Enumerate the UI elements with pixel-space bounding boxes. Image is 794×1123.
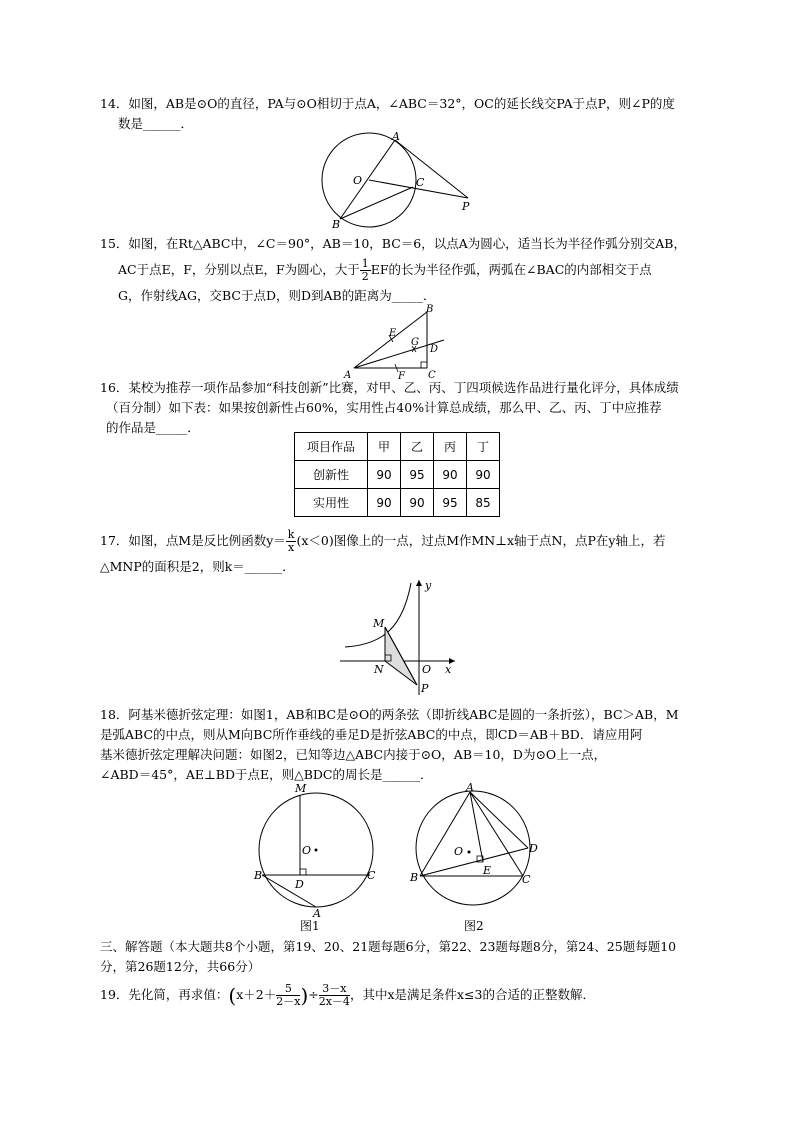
label-C: C — [416, 176, 425, 189]
label-C: C — [367, 869, 376, 882]
question-15 — [100, 231, 730, 309]
fraction-5-over: $\frac{5}{2-x}$ — [276, 982, 301, 1008]
label-O: O — [454, 845, 464, 858]
label-M: M — [373, 617, 385, 630]
section-3-line1: 三、解答题（本大题共8个小题，第19、20、21题每题6分，第22、23题每题8分，第24、25题每题10 — [100, 939, 677, 954]
label-F: F — [398, 371, 405, 382]
question-17-line1: 17．如图，点M是反比例函数y＝ $\frac{k}{x}$ (x＜0)图像上的一点，过点M作MN⊥x轴于点N，点P在y轴上，若 — [100, 528, 666, 554]
question-14-line1: 14．如图，AB是⊙O的直径，PA与⊙O相切于点A，∠ABC＝32°，OC的延长线交PA于点P，则∠P的度 — [100, 96, 675, 111]
figure-2-caption: 图2 — [464, 919, 484, 933]
question-15-line2: AC于点E，F，分别以点E，F为圆心，大于 $\frac{1}{2}$ EF的长为半径作弧，两弧在∠BAC的内部相交于点 — [118, 257, 652, 283]
question-19: 19．先化简，再求值：(x＋2＋ $\frac{5}{2-x}$ )÷ $\frac{3-x}{2x-4}$ ，其中x是满足条件x≤3的合适的正整数解． — [100, 982, 595, 1008]
label-E: E — [483, 864, 492, 877]
question-16-line1: 16．某校为推荐一项作品参加“科技创新”比赛，对甲、乙、丙、丁四项候选作品进行量化评分，具体成绩 — [100, 380, 679, 395]
table-row — [295, 489, 500, 517]
figure-1-caption: 图1 — [300, 919, 320, 933]
label-G: G — [411, 337, 419, 348]
label-B: B — [426, 304, 434, 315]
label-C: C — [428, 370, 436, 381]
score-table — [294, 432, 500, 517]
label-O: O — [302, 844, 312, 857]
label-O: O — [422, 663, 432, 676]
question-17-line2: △MNP的面积是2，则k＝______． — [100, 559, 295, 574]
question-16-line3: 的作品是_____． — [106, 420, 200, 435]
label-M: M — [295, 782, 307, 795]
table-cell: 90 — [401, 489, 434, 517]
label-A: A — [344, 370, 352, 381]
table-cell: 90 — [368, 489, 401, 517]
table-header-cell: 乙 — [401, 433, 434, 461]
label-N: N — [374, 663, 384, 676]
label-A: A — [392, 130, 400, 143]
fraction-half: $\frac{1}{2}$ — [361, 257, 369, 283]
question-14-line2: 数是______． — [118, 116, 194, 131]
label-O: O — [353, 174, 363, 187]
figure-q17 — [335, 575, 465, 700]
question-18-line2: 是弧ABC的中点，则从M向BC所作垂线的垂足D是折弦ABC的中点，即CD＝AB＋BD．请应用阿 — [100, 727, 643, 742]
fraction-k-over-x: $\frac{k}{x}$ — [287, 528, 295, 554]
label-D: D — [529, 842, 538, 855]
fraction-3-minus-x: $\frac{3-x}{2x-4}$ — [318, 982, 350, 1008]
label-D: D — [295, 878, 304, 891]
question-18-line1: 18．阿基米德折弦定理：如图1，AB和BC是⊙O的两条弦（即折线ABC是圆的一条折弦），BC＞AB，M — [100, 707, 679, 722]
table-cell: 90 — [368, 461, 401, 489]
label-B: B — [332, 218, 341, 231]
label-E: E — [389, 328, 397, 339]
table-cell: 95 — [401, 461, 434, 489]
label-D: D — [430, 344, 439, 355]
table-header-row — [295, 433, 500, 461]
table-cell: 90 — [467, 461, 500, 489]
question-16-line2: （百分制）如下表：如果按创新性占60%，实用性占40%计算总成绩，那么甲、乙、丙、丁中应推荐 — [106, 400, 662, 415]
label-P: P — [462, 200, 470, 213]
label-x: x — [445, 663, 452, 676]
table-cell: 创新性 — [295, 461, 368, 489]
question-16 — [100, 378, 730, 438]
label-B: B — [410, 871, 419, 884]
question-15-line3: G，作射线AG，交BC于点D，则D到AB的距离为_____． — [118, 288, 436, 303]
table-header-cell: 甲 — [368, 433, 401, 461]
table-cell: 85 — [467, 489, 500, 517]
table-header-cell: 项目作品 — [295, 433, 368, 461]
question-18-line3: 基米德折弦定理解决问题：如图2，已知等边△ABC内接于⊙O，AB＝10，D为⊙O上一点， — [100, 747, 607, 762]
figure-q14 — [310, 128, 500, 233]
label-A: A — [466, 781, 474, 794]
table-header-cell: 丁 — [467, 433, 500, 461]
label-P: P — [421, 682, 429, 695]
section-3-heading — [100, 937, 740, 977]
section-3-line2: 分，第26题12分，共66分） — [100, 959, 261, 974]
table-cell: 实用性 — [295, 489, 368, 517]
label-A: A — [313, 907, 321, 920]
figure-q18 — [250, 780, 550, 935]
label-y: y — [425, 579, 432, 592]
label-C: C — [522, 873, 531, 886]
figure-q15 — [340, 302, 460, 382]
question-15-line1: 15．如图，在Rt△ABC中，∠C＝90°，AB＝10，BC＝6，以点A为圆心，适当长为半径作弧分别交AB， — [100, 236, 686, 251]
label-B: B — [254, 869, 263, 882]
table-cell: 95 — [434, 489, 467, 517]
table-header-cell: 丙 — [434, 433, 467, 461]
question-17 — [100, 528, 730, 580]
question-18-line4: ∠ABD＝45°，AE⊥BD于点E，则△BDC的周长是______． — [100, 767, 433, 782]
table-cell: 90 — [434, 461, 467, 489]
table-row — [295, 461, 500, 489]
question-18 — [100, 705, 730, 785]
